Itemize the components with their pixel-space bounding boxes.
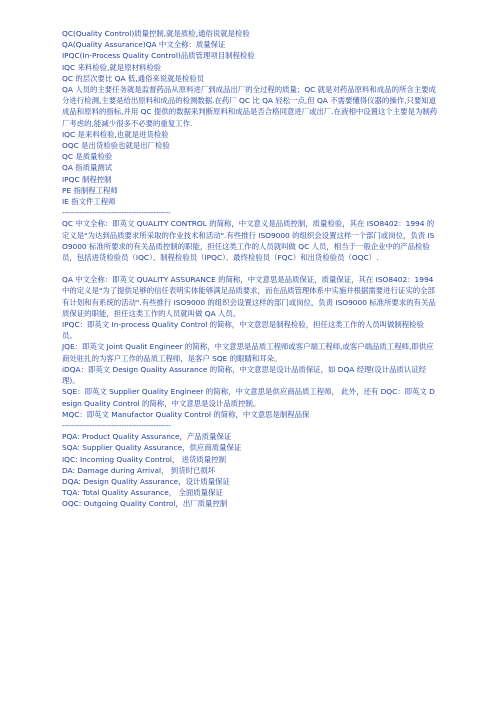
intro-line-ipqc: IPQC(In-Process Quality Control)品质管理项目制程检验 [62,51,255,61]
intro-line-qc: QC(Quality Control)质量控制,就是质检,通俗说就是检验 [62,29,250,38]
intro-line-qc-level: QC 的层次要比 QA 低,通俗来说就是检验员 [62,73,205,83]
intro-line-iqc: IQC 来料检验,就是原材料检验 [62,62,162,72]
document-body [62,28,438,510]
short-line-ipqc: IPQC 制程控制 [62,174,112,184]
short-line-qc: QC 是质量检验 [62,152,113,162]
qa-definition-paragraph: QA 中文全称：即英文 QUALITY ASSURANCE 的简称，中文意思是品质保证，质量保证，其在 ISO8402：1994 中的定义是"为了提供足够的信任表明实体能够满足品质要求，而在品质管理体系中实施并根据需要进行证实的全部有计划和有系统的活动".有些推行 ISO9000 的组织会设置这样的部门或岗位，负责 ISO9000 标准所要求的有关品质保证的职能，担任这类工作的人员就叫做 QA 人员。 [62,275,436,318]
short-line-ie: IE 指文件工程师 [62,197,116,207]
abbrev-line-tqa: TQA: Total Quality Assurance， 全面质量保证 [62,488,223,498]
abbrev-line-oqc: OQC: Outgoing Quality Control，出厂质量控制 [62,499,228,509]
short-line-qa: QA 指质量测试 [62,163,113,173]
abbrev-line-da: DA: Damage during Arrival， 到货时已损坏 [62,465,216,475]
intro-line-qa: QA(Quality Assurance)QA 中文全称：质量保证 [62,40,226,50]
short-line-iqc: IQC 是来料检验,也就是进货检验 [62,129,169,139]
abbrev-line-pqa: PQA: Product Quality Assurance，产品质量保证 [62,432,232,442]
qc-definition-paragraph: QC 中文全称：即英文 QUALITY CONTROL 的简称，中文意义是品质控制，质量检验，其在 ISO8402：1994 的定义是"为达到品质要求所采取的作业技术和活动".有些推行 ISO9000 的组织会设置这样一个部门或岗位，负责 ISO9000 标准所要求的有关品质控制的职能，担任这类工作的人员就叫做 QC 人员，相当于一般企业中的产品检验员，包括进货检验员（IQC）、制程检验员（IPQC）、最终检验员（FQC）和出货检验员（OQC）. [62,219,435,263]
idqa-definition-paragraph: iDQA：即英文 Design Quality Assurance 的简称，中文意思是设计品质保证，如 DQA 经理(设计品质认证经理)。 [62,364,427,386]
spacer [62,263,438,274]
short-line-oqc: OQC 是出货检验也就是出厂检验 [62,141,170,151]
short-line-pe: PE 指制程工程师 [62,185,118,195]
separator-2: -------------------------------------------- [62,420,171,430]
abbrev-line-sqa: SQA: Supplier Quality Assurance，供应商质量保证 [62,443,242,453]
mqc-definition-line: MQC：即英文 Manufactor Quality Control 的简称，中文意思是制程品保 [62,409,310,419]
abbrev-line-dqa: DQA: Design Quality Assurance，设计质量保证 [62,476,230,486]
abbrev-line-iqc: IQC: Incoming Quality Control， 进货质量控制 [62,454,226,464]
intro-paragraph: QA 人员的主要任务就是监督药品从原料进厂到成品出厂的全过程的质量；QC 就是对药品原料和成品的所含主要成分进行检测,主要是给出原料和成品的检测数据.在药厂 QC 比 QA 轻松一点,但 QA 不需要懂得仪器的操作,只要知道成品和原料的指标,并用 QC 提供的数据来判断原料和成品是否合格同意进厂或出厂.在液相中设置这个主要是为制药厂考虑的,能减少很多不必要的重复工作. [62,85,438,128]
separator-1: -------------------------------------------- [62,208,171,218]
jqe-definition-paragraph: JQE：即英文 Joint Qualit Engineer 的简称，中文意思是品质工程师或客户端工程师,或客户端品质工程师,即供应商处驻扎的为客户工作的品质工程师，是客户 SQE 的眼睛和耳朵。 [62,342,434,363]
ipqc-definition-paragraph: IPQC：即英文 In-process Quality Control 的简称，中文意思是制程检验，担任这类工作的人员叫做制程检验员。 [62,320,424,341]
sqe-definition-paragraph: SQE：即英文 Supplier Quality Engineer 的简称，中文意思是供应商品质工程师， 此外，还有 DQC：即英文 Design Quality Control 的简称，中文意思是设计品质控制。 [62,387,435,408]
